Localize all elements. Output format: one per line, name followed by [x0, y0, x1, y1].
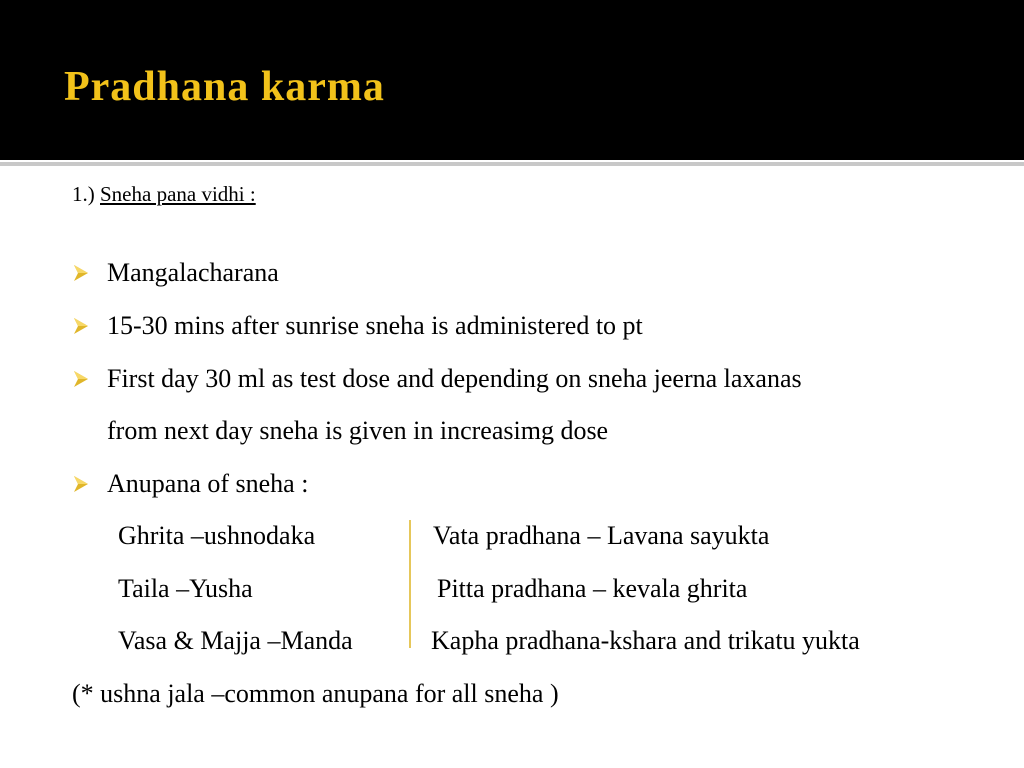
arrow-bullet-icon — [72, 316, 90, 336]
anupana-left-ghrita: Ghrita –ushnodaka — [118, 521, 316, 550]
bullet-dose: First day 30 ml as test dose and depending on sneha jeerna laxanas — [107, 364, 802, 393]
bullet-dose-continuation: from next day sneha is given in increasimg dose — [107, 416, 609, 445]
anupana-right-vata: Vata pradhana – Lavana sayukta — [433, 521, 770, 550]
anupana-left-taila: Taila –Yusha — [118, 574, 253, 603]
bullet-anupana: Anupana of sneha : — [107, 469, 309, 498]
slide-title: Pradhana karma — [64, 64, 385, 110]
anupana-left-vasa-majja: Vasa & Majja –Manda — [118, 626, 353, 655]
footnote: (* ushna jala –common anupana for all sneha ) — [72, 679, 559, 708]
anupana-right-kapha: Kapha pradhana-kshara and trikatu yukta — [431, 626, 860, 655]
section-label — [72, 184, 256, 205]
section-title: Sneha pana vidhi : — [100, 182, 256, 206]
title-divider — [0, 162, 1024, 166]
arrow-bullet-icon — [72, 263, 90, 283]
bullet-timing: 15-30 mins after sunrise sneha is administered to pt — [107, 311, 643, 340]
bullet-mangalacharana: Mangalacharana — [107, 258, 279, 287]
arrow-bullet-icon — [72, 474, 90, 494]
anupana-right-pitta: Pitta pradhana – kevala ghrita — [437, 574, 748, 603]
column-divider — [409, 520, 411, 648]
section-number: 1.) — [72, 182, 95, 206]
arrow-bullet-icon — [72, 369, 90, 389]
